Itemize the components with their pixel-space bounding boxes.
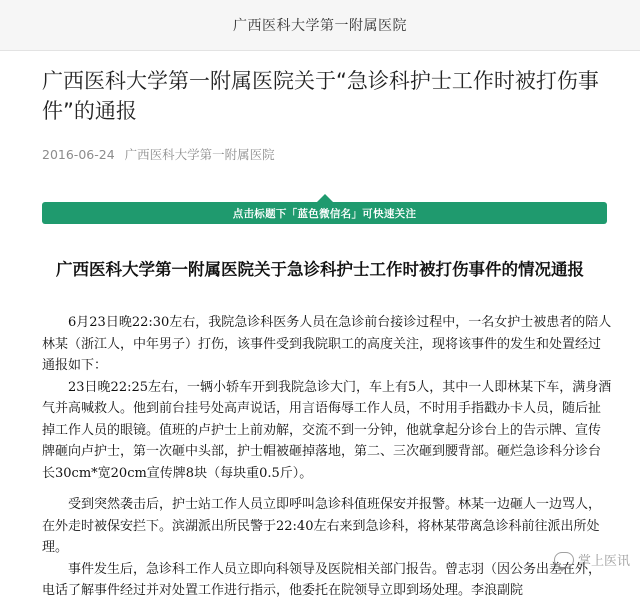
follow-banner[interactable]: [42, 202, 607, 224]
paragraph: 23日晚22:25左右，一辆小轿车开到我院急诊大门，车上有5人，其中一人即林某下车，满身酒气并高喊救人。他到前台挂号处高声说话，用言语侮辱工作人员，不时用手指戳办卡人员，随后扯掉工作人员的眼镜。值班的卢护士上前劝解，交流不到一分钟，他就拿起分诊台上的告示牌、宣传牌砸向卢护士，第一次砸中头部，护士帽被砸掉落地，第二、三次砸到腰背部。砸烂急诊科分诊台长30cm*宽20cm宣传牌8块（每块重0.5斤）。: [42, 379, 612, 481]
follow-banner-text: 点击标题下「蓝色微信名」可快速关注: [232, 207, 417, 220]
paragraph: 事件发生后，急诊科工作人员立即向科领导及医院相关部门报告。曾志羽（因公务出差在外，电话了解事件经过并对处置工作进行指示，他委托在院领导立即到场处理。李浪副院: [42, 561, 602, 598]
paragraph: 受到突然袭击后，护士站工作人员立即呼叫急诊科值班保安并报警。林某一边砸人一边骂人，在外走时被保安拦下。滨湖派出所民警于22:40左右来到急诊科，将林某带离急诊科前往派出所处理。: [42, 497, 602, 555]
watermark-text: 掌上医讯: [577, 554, 630, 569]
article-meta: [42, 145, 281, 163]
source-account-link[interactable]: 广西医科大学第一附属医院: [124, 147, 275, 162]
chat-bubble-icon: [554, 552, 574, 568]
watermark: [554, 550, 630, 569]
report-heading: 广西医科大学第一附属医院关于急诊科护士工作时被打伤事件的情况通报: [56, 260, 584, 279]
report-body: [42, 312, 612, 602]
top-bar: [0, 0, 640, 51]
publish-date: 2016-06-24: [42, 147, 115, 162]
account-name[interactable]: 广西医科大学第一附属医院: [233, 18, 407, 34]
paragraph: 6月23日晚22:30左右，我院急诊科医务人员在急诊前台接诊过程中，一名女护士被患者的陪人林某（浙江人，中年男子）打伤，该事件受到我院职工的高度关注，现将该事件的发生和处置经过通报如下：: [42, 315, 612, 373]
article-title: 广西医科大学第一附属医院关于“急诊科护士工作时被打伤事件”的通报: [42, 69, 599, 123]
